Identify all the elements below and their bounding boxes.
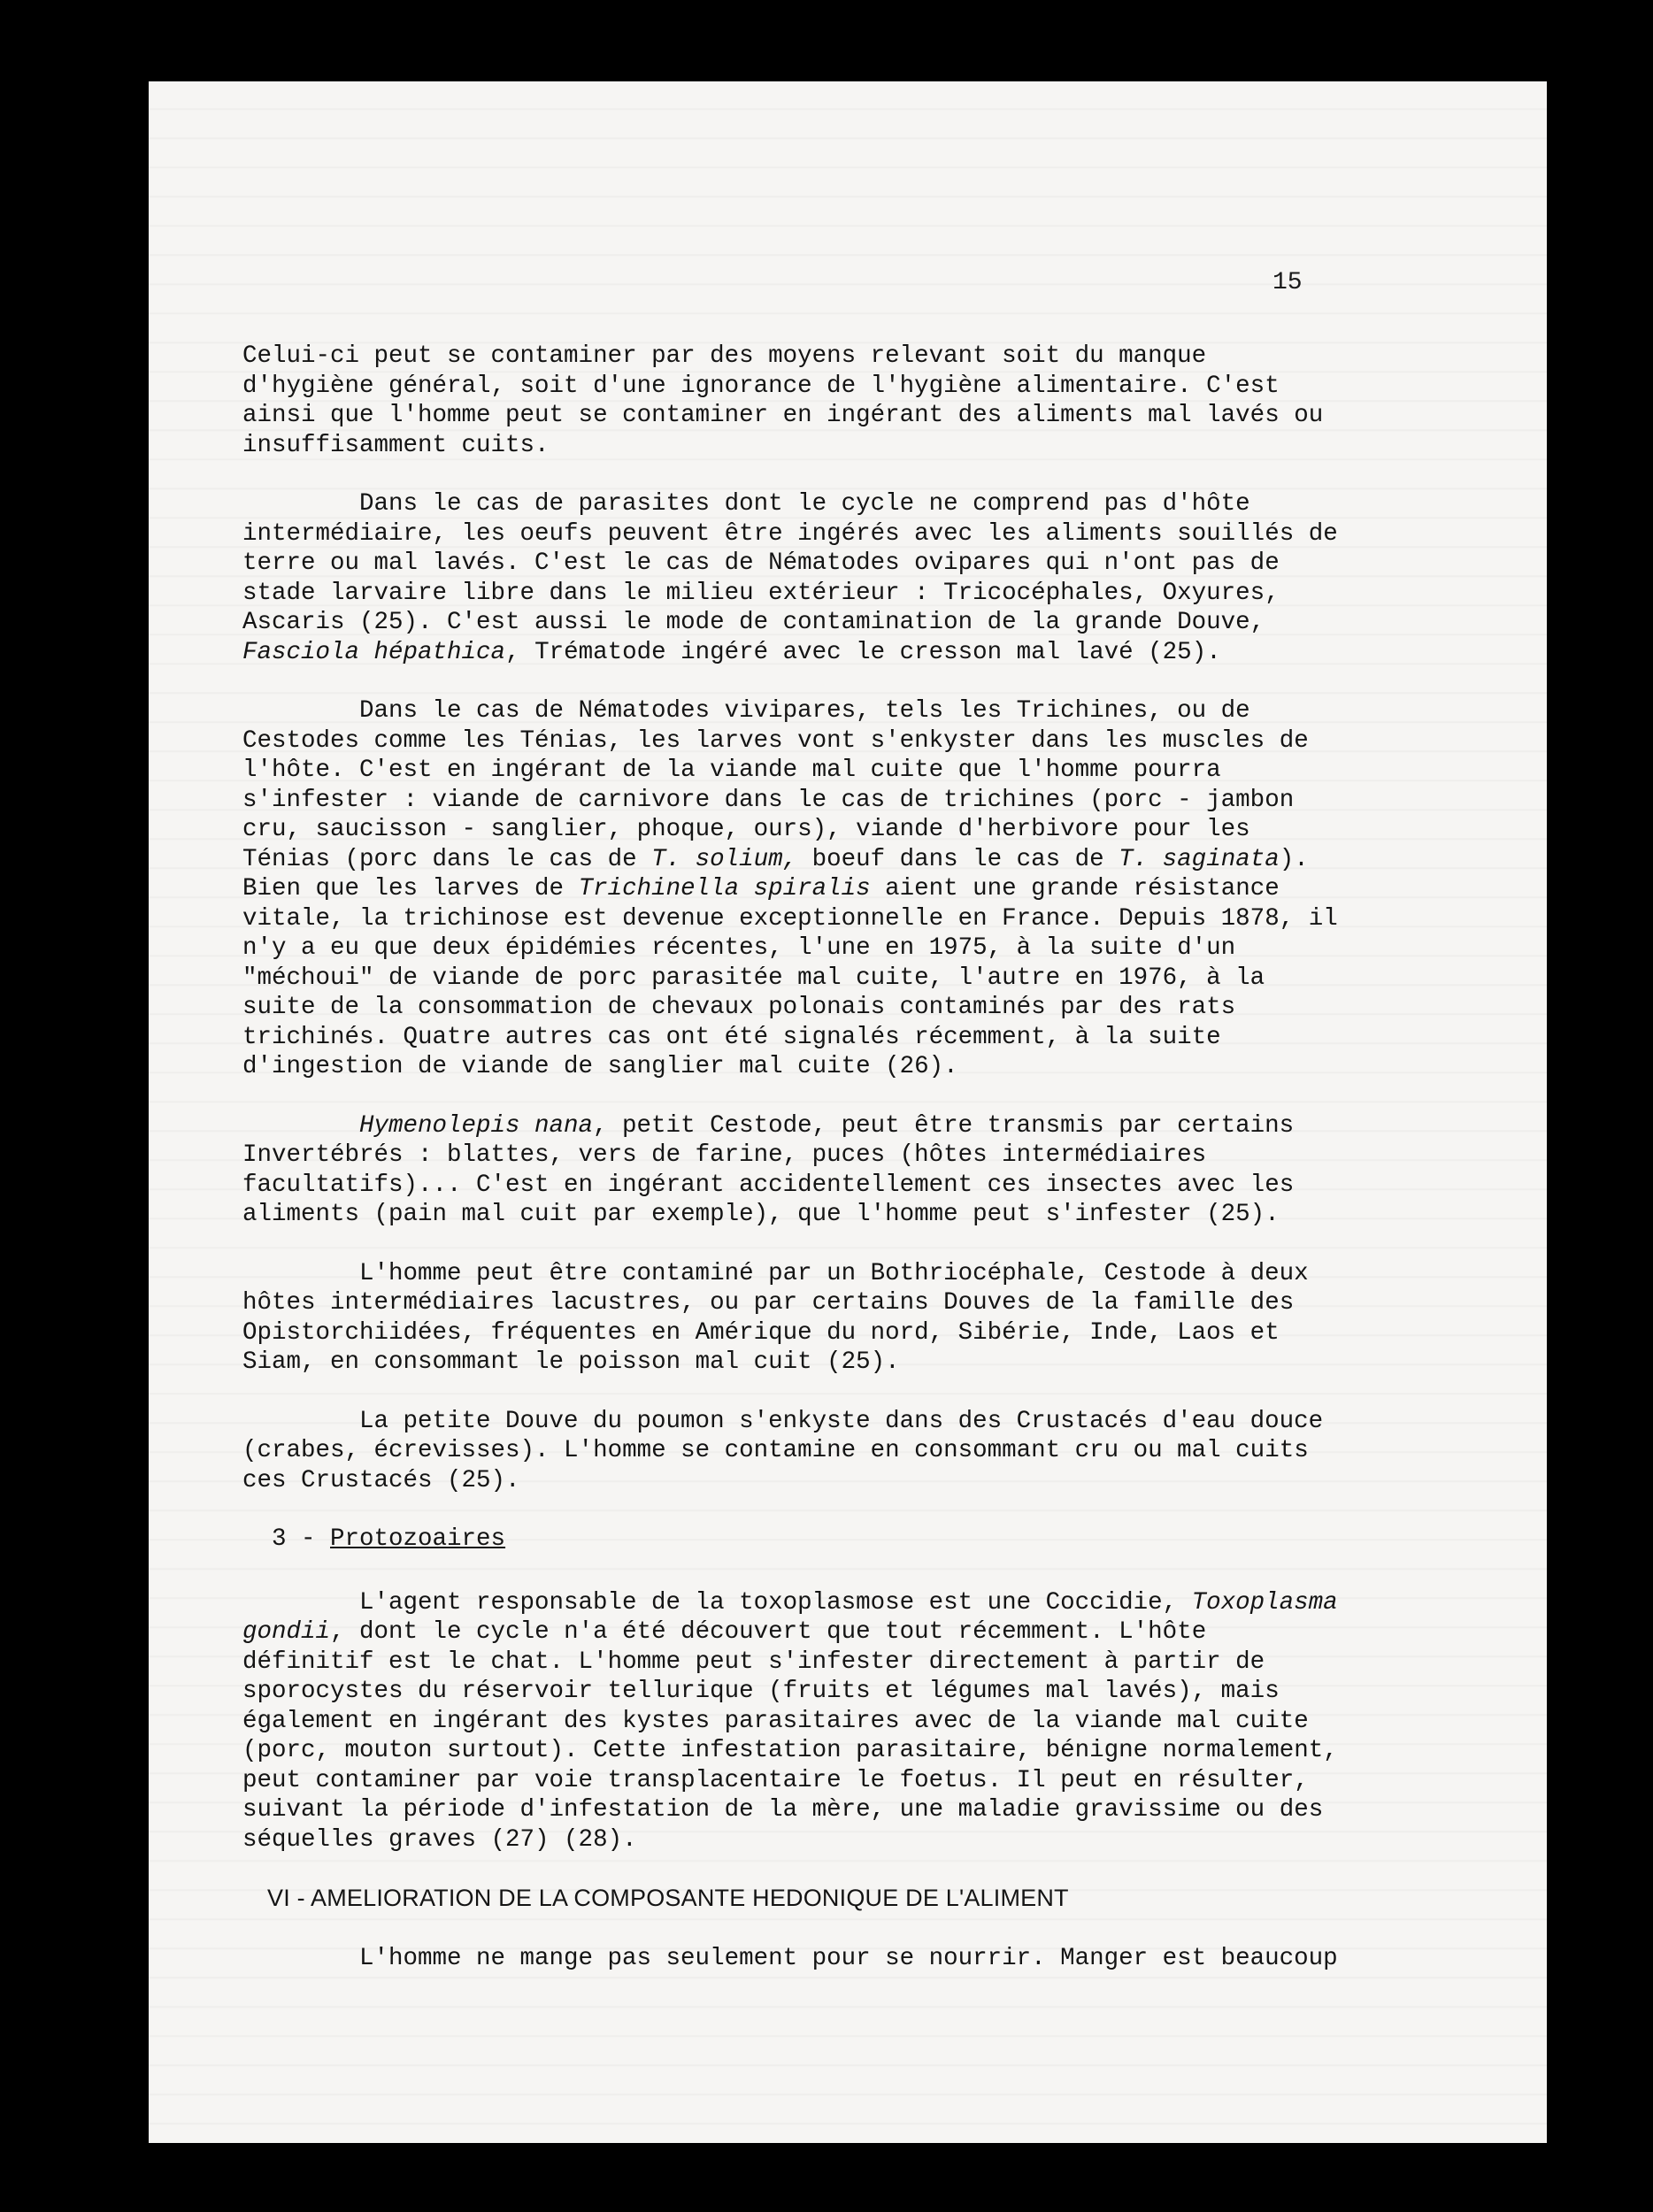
body-text bbox=[242, 342, 1349, 1973]
species-name: T. saginata bbox=[1119, 845, 1280, 873]
paragraph-text: , petit Cestode, peut être transmis par certains Invertébrés : blattes, vers de farine, puces (hôtes intermédiaires facultatifs)... C'est en ingérant accidentellement ces insectes avec les aliments (pain mal cuit par exemple), que l'homme peut s'infester (25). bbox=[242, 1111, 1295, 1228]
paragraph-text: boeuf dans le cas de bbox=[797, 845, 1119, 873]
paragraph-text: Celui-ci peut se contaminer par des moyens relevant soit du manque d'hygiène général, soit d'une ignorance de l'hygiène alimentaire. C'est ainsi que l'homme peut se contaminer en ingérant des aliments mal lavés ou insuffisamment cuits. bbox=[242, 342, 1324, 459]
paragraph-hymenolepis bbox=[242, 1111, 1349, 1230]
section-title: Protozoaires bbox=[330, 1525, 506, 1553]
paragraph-text: aient une grande résistance vitale, la trichinose est devenue exceptionnelle en France. Depuis 1878, il n'y a eu que deux épidémies récentes, l'une en 1975, à la suite d'un "méchoui" de viande de porc parasitée mal cuite, l'autre en 1976, à la suite de la consommation de chevaux polonais contaminés par des rats trichinés. Quatre autres cas ont été signalés récemment, à la suite d'ingestion de viande de sanglier mal cuite (26). bbox=[242, 875, 1338, 1080]
section-heading-protozoaires bbox=[242, 1525, 1349, 1555]
section-number: 3 - bbox=[272, 1525, 316, 1553]
document-page bbox=[149, 81, 1547, 2143]
paragraph-petite-douve bbox=[242, 1407, 1349, 1496]
chapter-heading-amelioration bbox=[242, 1884, 1349, 1914]
paragraph-toxoplasmose bbox=[242, 1588, 1349, 1855]
species-name: T. solium, bbox=[651, 845, 798, 873]
paragraph-text: L'homme peut être contaminé par un Bothriocéphale, Cestode à deux hôtes intermédiaires lacustres, ou par certains Douves de la famille des Opistorchiidées, fréquentes en Amérique du nord, Sibérie, Inde, Laos et Siam, en consommant le poisson mal cuit (25). bbox=[242, 1259, 1309, 1376]
paragraph-text: ). Bien que les larves de bbox=[242, 845, 1309, 902]
page-number: 15 bbox=[1272, 269, 1303, 296]
paragraph-text: Dans le cas de Nématodes vivipares, tels les Trichines, ou de Cestodes comme les Ténias, les larves vont s'enkyster dans les muscles de l'hôte. C'est en ingérant de la viande mal cuite que l'homme pourra s'infester : viande de carnivore dans le cas de trichines (porc - jambon cru, saucisson - sanglier, phoque, ours), viande d'herbivore pour les Ténias (porc dans le cas de bbox=[242, 697, 1309, 873]
paragraph-manger bbox=[242, 1944, 1349, 1974]
species-name: Hymenolepis nana bbox=[359, 1111, 594, 1140]
species-name: Toxoplasma gondii bbox=[242, 1588, 1338, 1646]
paragraph-text: , dont le cycle n'a été découvert que tout récemment. L'hôte définitif est le chat. L'homme peut s'infester directement à partir de sporocystes du réservoir tellurique (fruits et légumes mal lavés), mais également en ingérant des kystes parasitaires avec de la viande mal cuite (porc, mouton surtout). Cette infestation parasitaire, bénigne normalement, peut contaminer par voie transplacentaire le foetus. Il peut en résulter, suivant la période d'infestation de la mère, une maladie gravissime ou des séquelles graves (27) (28). bbox=[242, 1618, 1338, 1854]
species-name: Fasciola hépathica bbox=[242, 638, 506, 666]
species-name: Trichinella spiralis bbox=[578, 875, 871, 902]
paragraph-hygiene bbox=[242, 342, 1349, 460]
paragraph-oeufs bbox=[242, 489, 1349, 667]
paragraph-text: Dans le cas de parasites dont le cycle ne comprend pas d'hôte intermédiaire, les oeufs peuvent être ingérés avec les aliments souillés de terre ou mal lavés. C'est le cas de Nématodes ovipares qui n'ont pas de stade larvaire libre dans le milieu extérieur : Tricocéphales, Oxyures, Ascaris (25). C'est aussi le mode de contamination de la grande Douve, bbox=[242, 490, 1338, 636]
chapter-title: AMELIORATION DE LA COMPOSANTE HEDONIQUE DE L'ALIMENT bbox=[311, 1885, 1069, 1911]
paragraph-text: L'agent responsable de la toxoplasmose est une Coccidie, bbox=[359, 1588, 1192, 1617]
chapter-number: VI - bbox=[267, 1885, 305, 1911]
paragraph-text: , Trématode ingéré avec le cresson mal lavé (25). bbox=[505, 638, 1221, 666]
paragraph-text: La petite Douve du poumon s'enkyste dans des Crustacés d'eau douce (crabes, écrevisses). L'homme se contamine en consommant cru ou mal cuits ces Crustacés (25). bbox=[242, 1407, 1324, 1494]
paragraph-nematodes-vivipares bbox=[242, 696, 1349, 1082]
paragraph-bothriocephale bbox=[242, 1259, 1349, 1378]
paragraph-text: L'homme ne mange pas seulement pour se nourrir. Manger est beaucoup bbox=[359, 1944, 1338, 1972]
